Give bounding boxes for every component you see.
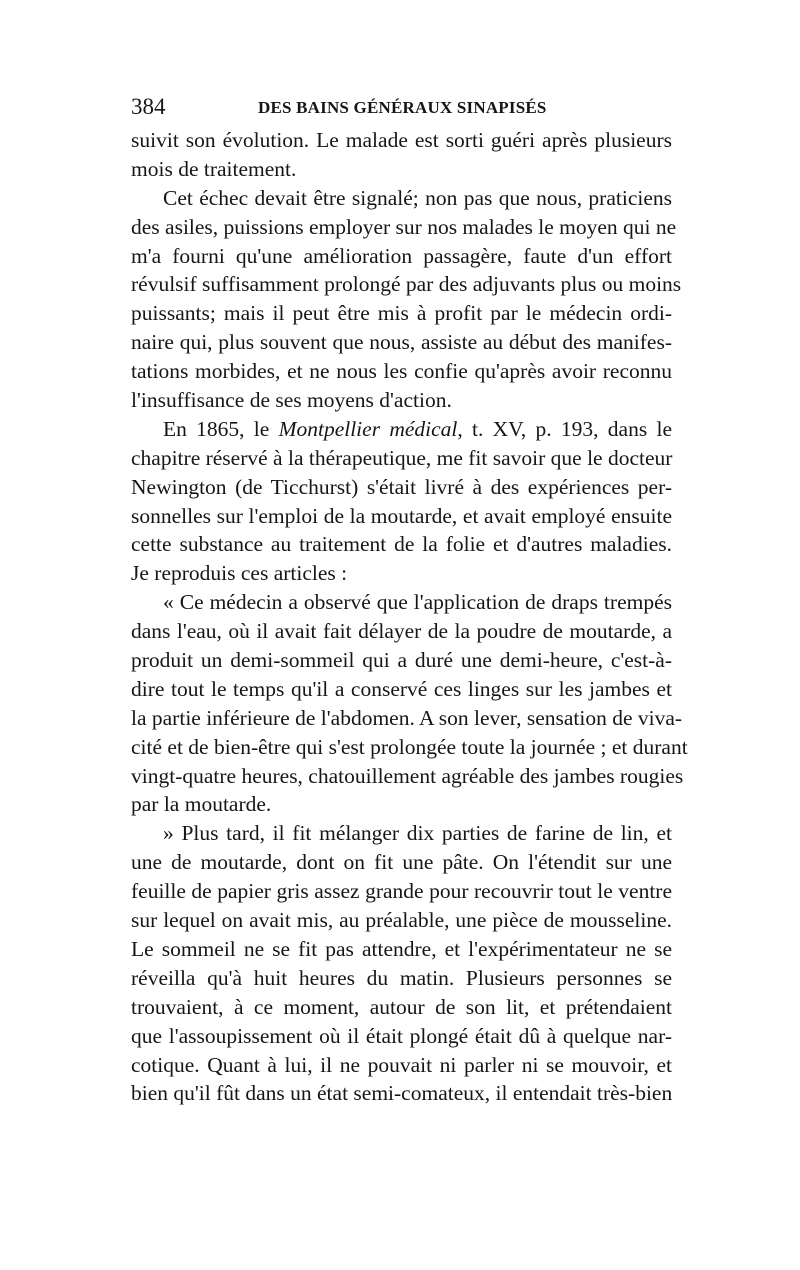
text-line: feuille de papier gris assez grande pour recouvrir tout le ventre [131,879,672,904]
text-line: la partie inférieure de l'abdomen. A son lever, sensation de viva- [131,705,683,730]
text-line: Le sommeil ne se fit pas attendre, et l'expérimentateur ne se [131,936,672,961]
text-line: des asiles, puissions employer sur nos malades le moyen qui ne [131,214,677,239]
text-line [131,415,672,444]
text-line: une de moutarde, dont on fit une pâte. On l'étendit sur une [131,850,672,875]
text-line: » Plus tard, il fit mélanger dix parties de farine de lin, et [163,821,672,846]
running-title: DES BAINS GÉNÉRAUX SINAPISÉS [258,98,547,117]
text-line: chapitre réservé à la thérapeutique, me fit savoir que le docteur [131,445,673,470]
text-segment: En 1865, le [163,416,279,441]
text-line: réveilla qu'à huit heures du matin. Plusieurs personnes se [131,965,672,990]
text-line: bien qu'il fût dans un état semi-comateux, il entendait très-bien [131,1081,673,1106]
text-line: suivit son évolution. Le malade est sorti guéri après plusieurs [131,128,672,152]
text-line: révulsif suffisamment prolongé par des adjuvants plus ou moins [131,272,682,297]
text-line: Je reproduis ces articles : [131,561,348,586]
text-line: cotique. Quant à lui, il ne pouvait ni parler ni se mouvoir, et [131,1052,672,1077]
page-number: 384 [131,94,166,119]
text-line: cité et de bien-être qui s'est prolongée toute la journée ; et durant [131,734,688,759]
text-line: que l'assoupissement où il était plongé était dû à quelque nar- [131,1023,672,1048]
text-line: sonnelles sur l'emploi de la moutarde, et avait employé ensuite [131,503,672,528]
text-line: naire qui, plus souvent que nous, assiste au début des manifes- [131,330,672,355]
text-line: cette substance au traitement de la folie et d'autres maladies. [131,532,672,557]
text-line: par la moutarde. [131,792,272,817]
text-line: dire tout le temps qu'il a conservé ces linges sur les jambes et [131,676,672,701]
text-line: vingt-quatre heures, chatouillement agréable des jambes rougies [131,763,684,788]
text-line: dans l'eau, où il avait fait délayer de la poudre de moutarde, a [131,619,672,644]
text-segment: , t. XV, p. 193, dans le [457,416,672,441]
text-line: sur lequel on avait mis, au préalable, une pièce de mousseline. [131,908,672,933]
text-line: Cet échec devait être signalé; non pas que nous, praticiens [163,185,672,210]
text-line: tations morbides, et ne nous les confie qu'après avoir reconnu [131,359,672,384]
text-line: « Ce médecin a observé que l'application de draps trempés [163,590,672,615]
text-line: Newington (de Ticchurst) s'était livré à des expériences per- [131,474,672,499]
text-line: mois de traitement. [131,156,297,181]
text-line: m'a fourni qu'une amélioration passagère, faute d'un effort [131,243,672,268]
journal-title: Montpellier médical [278,416,458,441]
text-line: puissants; mais il peut être mis à profit par le médecin ordi- [131,301,672,326]
text-line: produit un demi-sommeil qui a duré une demi-heure, c'est-à- [131,648,672,673]
text-line: trouvaient, à ce moment, autour de son lit, et prétendaient [131,994,672,1019]
body-text [131,126,688,1108]
running-head [131,93,672,121]
text-line: l'insuffisance de ses moyens d'action. [131,388,452,413]
